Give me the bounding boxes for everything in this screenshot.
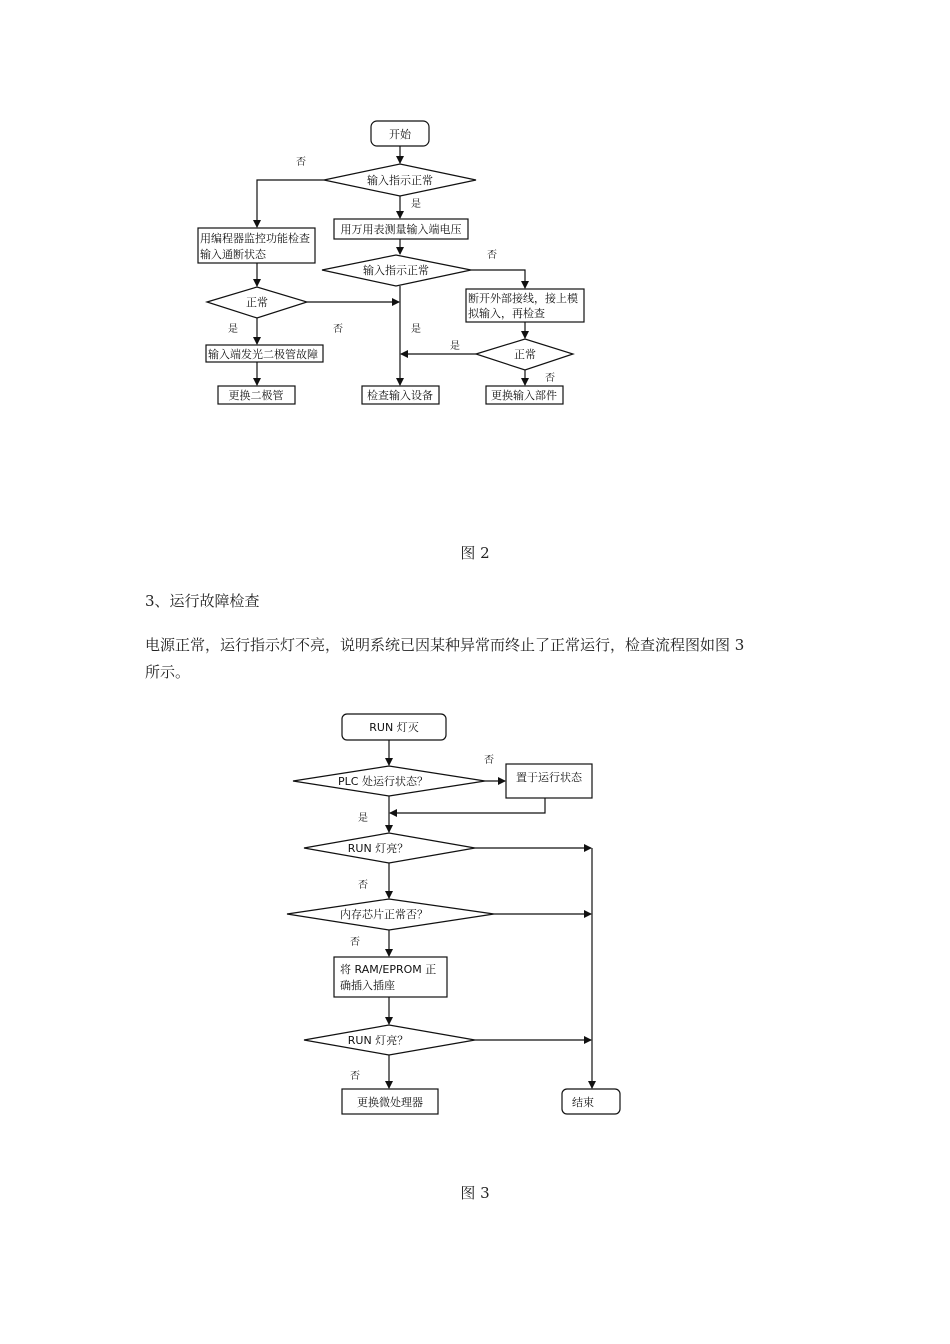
edge-label-yes-plc: 是 (358, 813, 368, 824)
insert-ram-line1: 将 RAM/EPROM 正 (340, 963, 437, 976)
decision-left-label: 正常 (246, 296, 268, 309)
disconnect-line1: 断开外部接线，接上模 (468, 292, 578, 305)
replace-cpu-label: 更换微处理器 (357, 1096, 423, 1109)
edge-label-no-plc: 否 (484, 755, 494, 766)
figure-2-flowchart (190, 110, 590, 410)
memory-chip-label: 内存芯片正常否？ (340, 908, 428, 921)
figure-3-flowchart (280, 705, 630, 1125)
run-light-2-label: RUN 灯亮？ (347, 1034, 409, 1047)
decision-2-label: 输入指示正常 (363, 264, 429, 277)
edge-label-no-left: 否 (333, 324, 343, 335)
monitor-check-line1: 用编程器监控功能检查 (200, 232, 310, 245)
run-off-label: RUN 灯灭 (369, 721, 419, 734)
disconnect-line2: 拟输入，再检查 (468, 307, 545, 320)
insert-ram-line2: 确插入插座 (340, 979, 395, 992)
figure-2-caption: 图 2 (460, 544, 490, 562)
section-heading: 3、运行故障检查 (145, 592, 260, 610)
plc-run-state-label: PLC 处运行状态？ (338, 775, 428, 788)
edge-label-no-run1: 否 (358, 880, 368, 891)
measure-voltage-label: 用万用表测量输入端电压 (340, 223, 462, 236)
edge-label-yes-left: 是 (228, 324, 238, 335)
start-label: 开始 (389, 128, 411, 141)
edge-label-yes-right: 是 (450, 341, 460, 352)
edge-label-no-1: 否 (296, 157, 306, 168)
edge-label-no-2: 否 (487, 250, 497, 261)
figure-3-caption: 图 3 (460, 1184, 490, 1202)
edge-label-yes-1: 是 (411, 199, 421, 210)
monitor-check-line2: 输入通断状态 (200, 248, 266, 261)
figure-2-svg (190, 110, 590, 410)
led-fault-label: 输入端发光二极管故障 (208, 348, 318, 361)
set-run-state-label: 置于运行状态 (516, 771, 582, 784)
edge-label-no-memory: 否 (350, 937, 360, 948)
end-label: 结束 (572, 1096, 594, 1109)
edge-label-yes-2: 是 (411, 324, 421, 335)
replace-part-label: 更换输入部件 (491, 389, 557, 402)
replace-led-label: 更换二极管 (228, 389, 284, 402)
decision-1-label: 输入指示正常 (367, 174, 433, 187)
check-device-label: 检查输入设备 (367, 389, 433, 402)
figure-3-svg (280, 705, 630, 1125)
paragraph-line-1: 电源正常，运行指示灯不亮，说明系统已因某种异常而终止了正常运行，检查流程图如图 3 (145, 636, 745, 654)
run-light-1-label: RUN 灯亮？ (347, 842, 409, 855)
edge-label-no-right: 否 (545, 373, 555, 384)
decision-right-label: 正常 (514, 348, 536, 361)
body-paragraph (145, 632, 815, 686)
edge-label-no-run2: 否 (350, 1071, 360, 1082)
paragraph-line-2: 所示。 (145, 663, 191, 681)
